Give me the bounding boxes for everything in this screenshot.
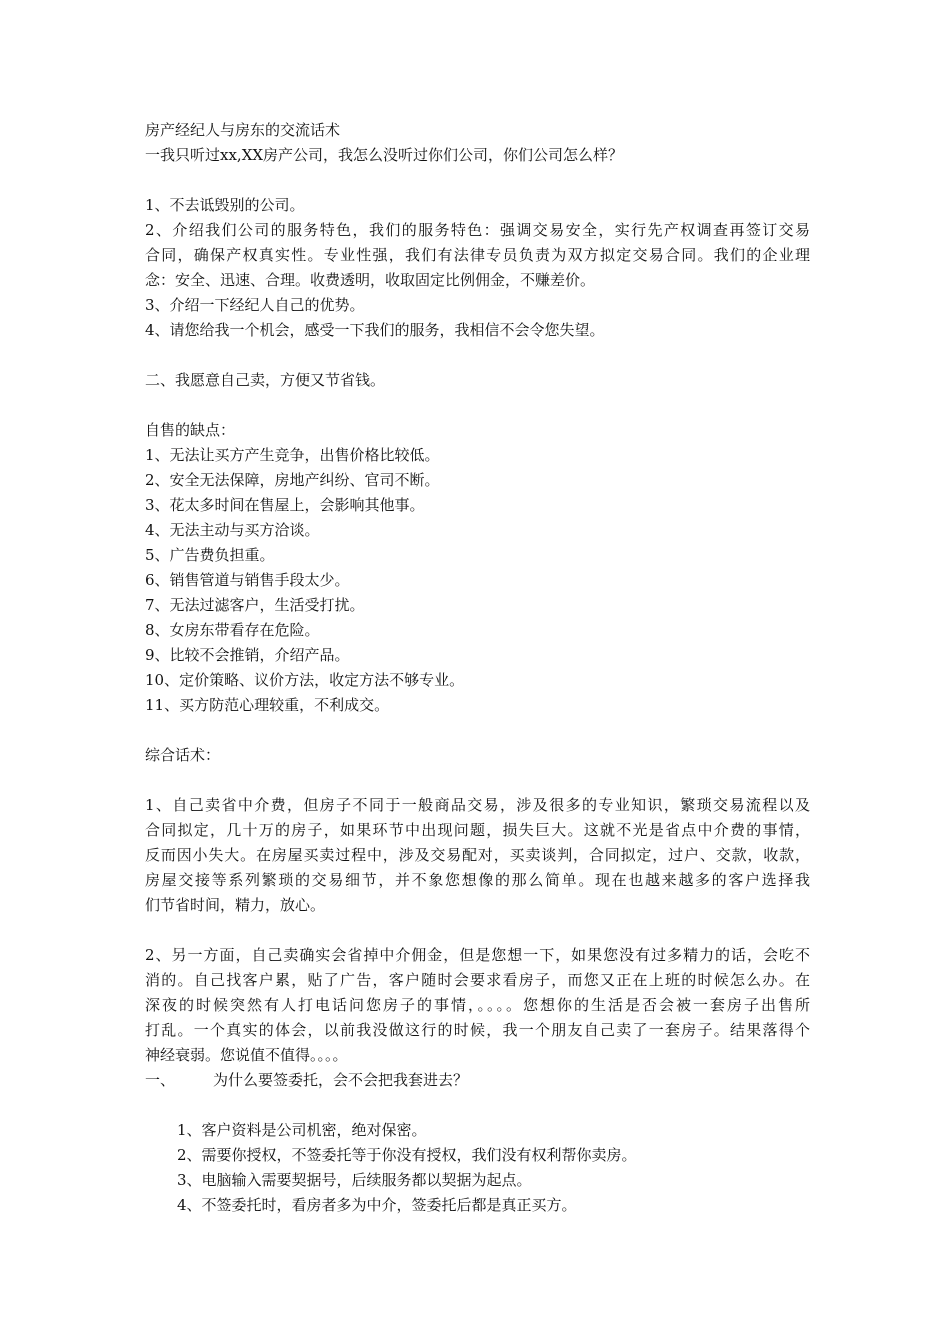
script-paragraph-1-line: 们节省时间，精力，放心。: [145, 896, 326, 914]
question-3-text: 为什么要签委托，会不会把我套进去？: [213, 1071, 469, 1089]
drawback-item: 11、买方防范心理较重，不利成交。: [145, 696, 390, 714]
drawback-item: 7、无法过滤客户，生活受打扰。: [145, 596, 365, 614]
script-title: 综合话术：: [145, 746, 221, 764]
drawback-item: 3、花太多时间在售屋上，会影响其他事。: [145, 496, 425, 514]
script-paragraph-1-line: 房屋交接等系列繁琐的交易细节，并不象您想像的那么简单。现在也越来越多的客户选择我: [145, 871, 812, 889]
answer-3-item: 2、需要你授权，不签委托等于你没有授权，我们没有权利帮你卖房。: [177, 1146, 637, 1164]
script-paragraph-2-line: 深夜的时候突然有人打电话问您房子的事情，。。。。您想你的生活是否会被一套房子出售所: [145, 996, 812, 1014]
drawback-item: 9、比较不会推销，介绍产品。: [145, 646, 350, 664]
document-title: 房产经纪人与房东的交流话术: [145, 121, 341, 139]
drawback-item: 8、女房东带看存在危险。: [145, 621, 320, 639]
answer-3-item: 3、电脑输入需要契据号，后续服务都以契据为起点。: [177, 1171, 532, 1189]
script-paragraph-2-line: 2、另一方面，自己卖确实会省掉中介佣金，但是您想一下，如果您没有过多精力的话，会吃不: [145, 946, 811, 964]
drawback-item: 5、广告费负担重。: [145, 546, 275, 564]
answer-1-item: 3、介绍一下经纪人自己的优势。: [145, 296, 365, 314]
question-1: 一我只听过xx,XX房产公司，我怎么没听过你们公司，你们公司怎么样？: [145, 146, 624, 164]
answer-3-item: 4、不签委托时，看房者多为中介，签委托后都是真正买方。: [177, 1196, 577, 1214]
drawback-item: 1、无法让买方产生竞争，出售价格比较低。: [145, 446, 440, 464]
drawback-item: 2、安全无法保障，房地产纠纷、官司不断。: [145, 471, 440, 489]
drawback-item: 4、无法主动与买方洽谈。: [145, 521, 320, 539]
answer-1-item-cont: 合同，确保产权真实性。专业性强，我们有法律专员负责为双方拟定交易合同。我们的企业理: [145, 246, 812, 264]
document-body: [145, 118, 810, 1218]
script-paragraph-2-line: 消的。自己找客户累，贴了广告，客户随时会要求看房子，而您又正在上班的时候怎么办。在: [145, 971, 812, 989]
answer-1-item: 2、介绍我们公司的服务特色，我们的服务特色：强调交易安全，实行先产权调查再签订交易: [145, 221, 812, 239]
question-3-number: 一、: [145, 1071, 176, 1089]
script-paragraph-2-line: 打乱。一个真实的体会，以前我没做这行的时候，我一个朋友自己卖了一套房子。结果落得个: [145, 1021, 812, 1039]
question-2: 二、我愿意自己卖，方便又节省钱。: [145, 371, 386, 389]
drawback-item: 10、定价策略、议价方法，收定方法不够专业。: [145, 671, 465, 689]
question-3: [145, 1068, 810, 1093]
answer-1-item-cont: 念：安全、迅速、合理。收费透明，收取固定比例佣金，不赚差价。: [145, 271, 596, 289]
script-paragraph-2-line: 神经衰弱。您说值不值得。。。。: [145, 1046, 348, 1064]
answer-1-item: 4、请您给我一个机会，感受一下我们的服务，我相信不会令您失望。: [145, 321, 605, 339]
drawbacks-title: 自售的缺点：: [145, 421, 236, 439]
script-paragraph-1-line: 1、自己卖省中介费，但房子不同于一般商品交易，涉及很多的专业知识，繁琐交易流程以及: [145, 796, 812, 814]
script-paragraph-1-line: 反而因小失大。在房屋买卖过程中，涉及交易配对，买卖谈判，合同拟定，过户、交款，收款，: [145, 846, 811, 864]
script-paragraph-1-line: 合同拟定，几十万的房子，如果环节中出现问题，损失巨大。这就不光是省点中介费的事情，: [145, 821, 812, 839]
answer-3-item: 1、客户资料是公司机密，绝对保密。: [177, 1121, 427, 1139]
drawback-item: 6、销售管道与销售手段太少。: [145, 571, 350, 589]
answer-1-item: 1、不去诋毁别的公司。: [145, 196, 305, 214]
